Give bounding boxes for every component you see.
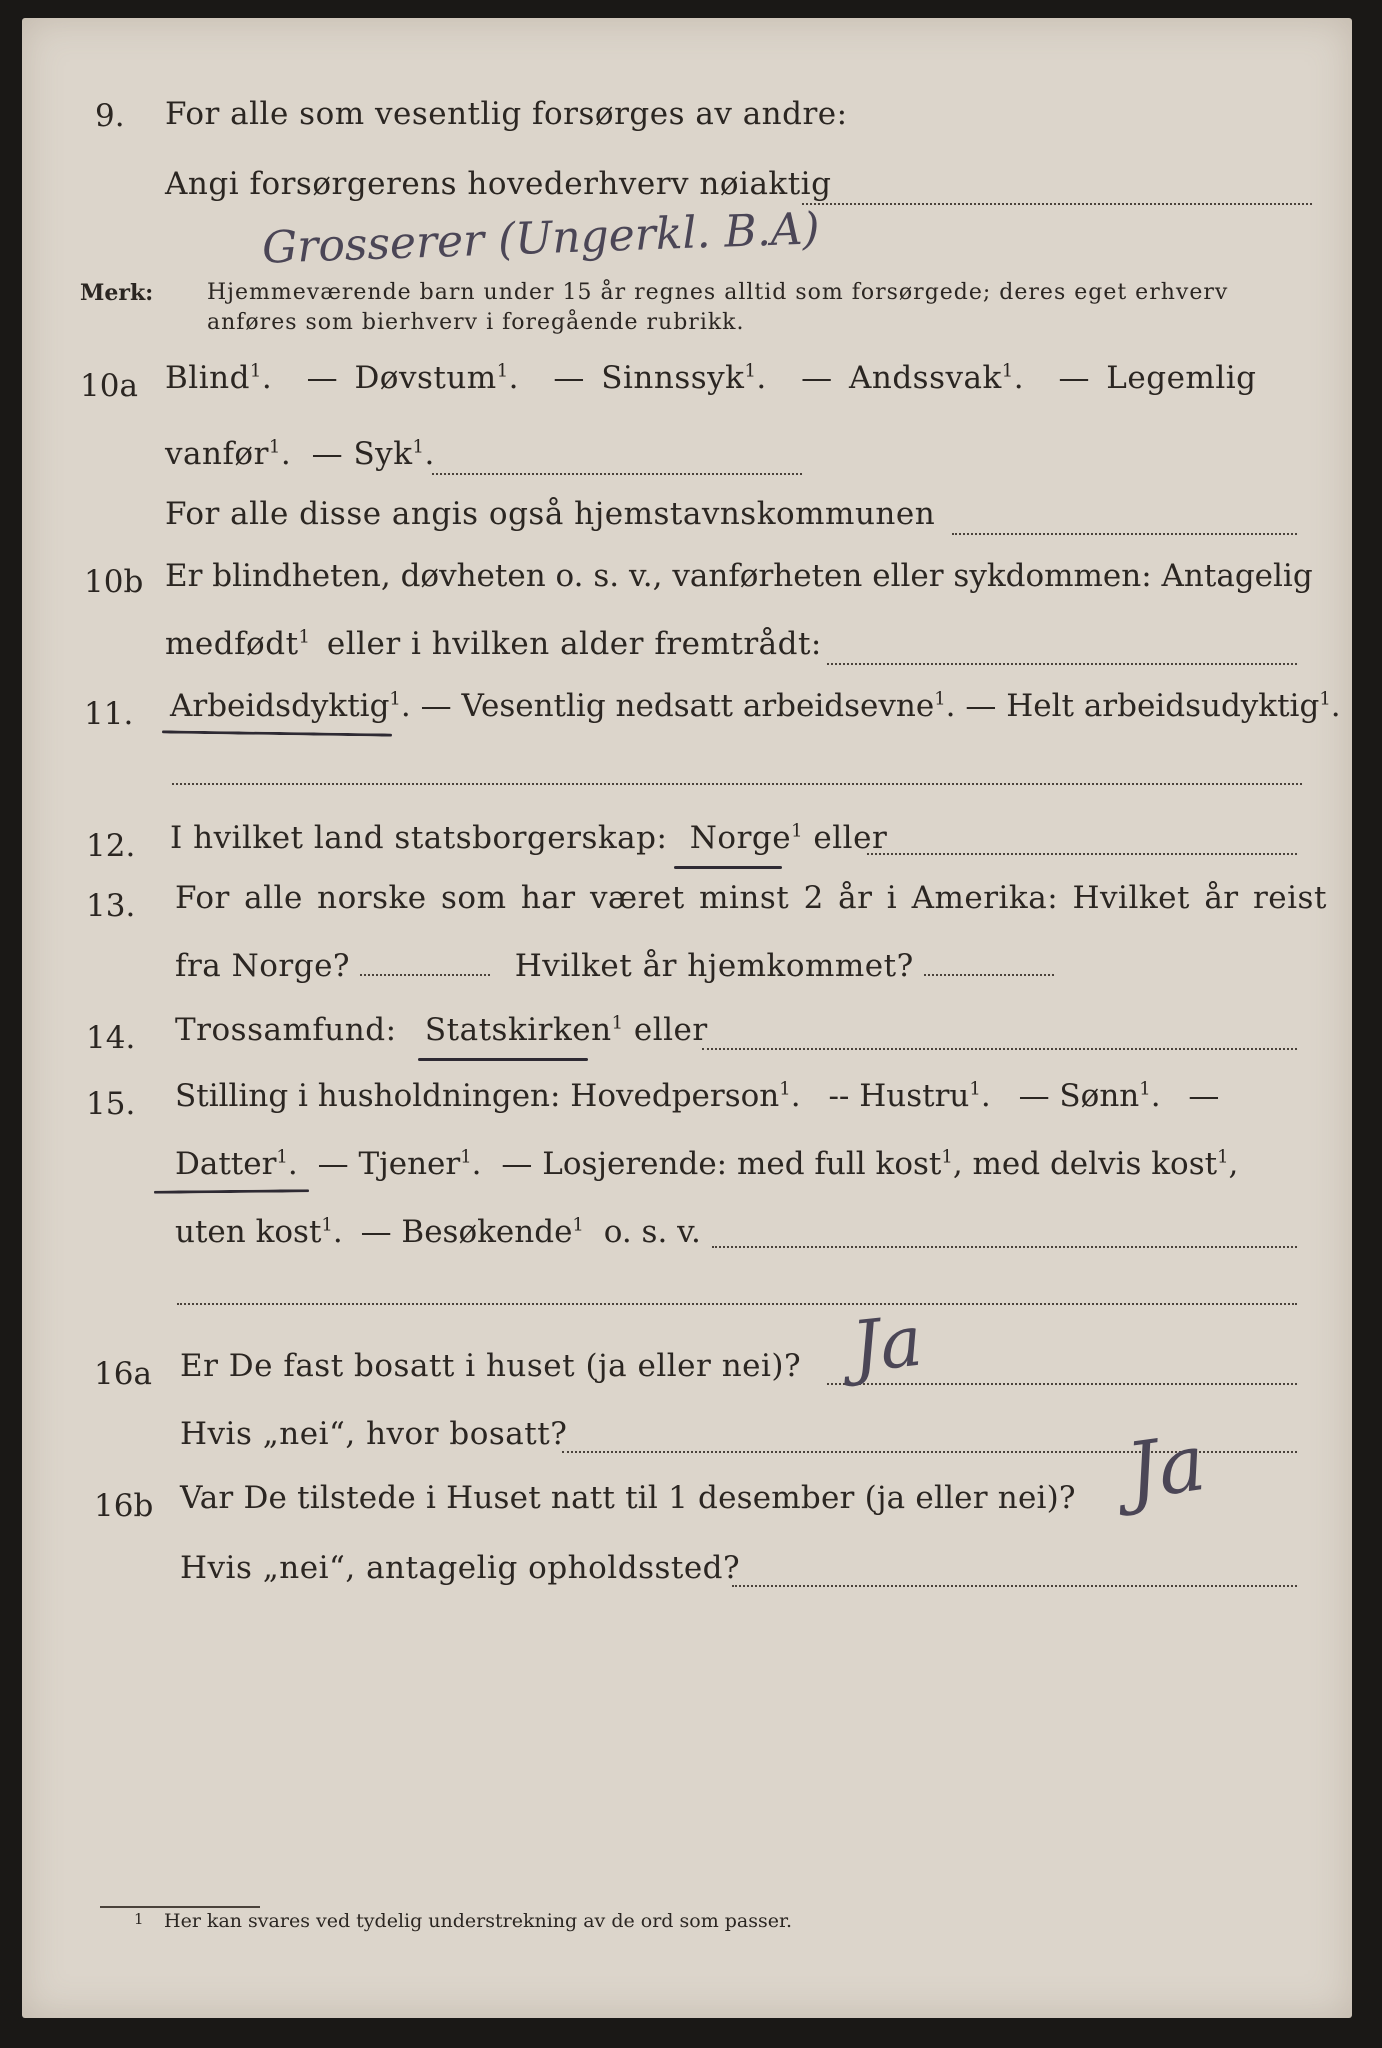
q13-hjemkommet-field[interactable]	[924, 974, 1054, 976]
q15-line2: Datter$^1$. — Tjener$^1$. — Losjerende: med full kost$^1$, med delvis kost$^1$,	[175, 1146, 1239, 1182]
opt-legemlig[interactable]: — Legemlig	[1058, 360, 1257, 396]
merk-label: Merk:	[80, 280, 154, 306]
q14-number: 14.	[86, 1020, 136, 1056]
sup: 1	[1319, 688, 1331, 710]
q15-answer-line[interactable]	[712, 1246, 1297, 1248]
q10a-line1: Blind$^1$. — Døvstum$^1$. — Sinnssyk$^1$. — Andssvak$^1$. — Legemlig	[165, 360, 1257, 396]
sup: 1	[572, 1214, 584, 1236]
opt-delvis-kost[interactable]: , med delvis kost	[952, 1146, 1218, 1182]
opt-besokende[interactable]: — Besøkende	[360, 1214, 573, 1250]
sup: 1	[611, 1012, 624, 1034]
q14-label: Trossamfund:	[175, 1012, 397, 1048]
sup: 1	[249, 360, 262, 382]
q13-line1: For alle norske som har været minst 2 år i Amerika: Hvilket år reist	[175, 880, 1327, 916]
q16b-line1: Var De tilstede i Huset natt til 1 desember (ja eller nei)?	[180, 1480, 1076, 1516]
q15-dash: —	[1188, 1078, 1220, 1114]
sup: 1	[1139, 1078, 1151, 1100]
q10a-syk-line[interactable]	[432, 473, 802, 475]
sup: 1	[460, 1146, 472, 1168]
sup: 1	[779, 1078, 791, 1100]
q15-extra-line[interactable]	[177, 1303, 1297, 1305]
merk-line2: anføres som bierhverv i foregående rubrikk.	[207, 310, 745, 335]
footnote-rule	[100, 1906, 260, 1908]
sup: 1	[496, 360, 509, 382]
q13-line2	[175, 948, 1054, 984]
q10b-line1: Er blindheten, døvheten o. s. v., vanførheten eller sykdommen: Antagelig	[165, 558, 1313, 594]
q12-label: I hvilket land statsborgerskap:	[170, 820, 668, 856]
sup: 1	[298, 626, 311, 648]
q16a-line1: Er De fast bosatt i huset (ja eller nei)?	[180, 1348, 802, 1384]
opt-syk[interactable]: — Syk	[311, 436, 413, 472]
q10a-line3: For alle disse angis også hjemstavnskommunen	[165, 496, 936, 532]
sup: 1	[969, 1078, 981, 1100]
opt-statskirken[interactable]: Statskirken	[424, 1012, 612, 1048]
q9-line2: Angi forsørgerens hovederhverv nøiaktig	[165, 166, 832, 202]
q14-answer-line[interactable]	[702, 1048, 1297, 1050]
census-form-page	[22, 18, 1352, 2018]
q16b-line2: Hvis „nei“, antagelig opholdssted?	[180, 1550, 741, 1586]
q13-reist-field[interactable]	[360, 974, 490, 976]
q16b-opholdssted-line[interactable]	[732, 1585, 1297, 1587]
sup: 1	[389, 688, 401, 710]
q16b-number: 16b	[94, 1488, 154, 1524]
opt-dovstum[interactable]: — Døvstum	[306, 360, 497, 396]
sup: 1	[276, 1146, 288, 1168]
opt-full-kost[interactable]: — Losjerende: med full kost	[501, 1146, 942, 1182]
opt-datter[interactable]: Datter	[175, 1146, 277, 1182]
q9-number: 9.	[95, 98, 125, 134]
q15-osv: o. s. v.	[603, 1214, 701, 1250]
q13-number: 13.	[86, 888, 136, 924]
q10a-hjemstavn-line[interactable]	[952, 533, 1297, 535]
q11-line: Arbeidsdyktig$^1$. — Vesentlig nedsatt arbeidsevne$^1$. — Helt arbeidsudyktig$^1$.	[170, 688, 1341, 724]
q16b-handwritten-answer: Ja	[1121, 1418, 1211, 1518]
opt-arbeidsdyktig[interactable]: Arbeidsdyktig	[170, 688, 390, 724]
sup: 1	[941, 1146, 953, 1168]
q16a-handwritten-answer: Ja	[847, 1299, 926, 1389]
opt-sinnssyk[interactable]: — Sinnssyk	[553, 360, 745, 396]
q11-extra-line[interactable]	[172, 783, 1302, 785]
q13-hjemkommet-label: Hvilket år hjemkommet?	[514, 948, 914, 984]
opt-udyktig[interactable]: — Helt arbeidsudyktig	[965, 688, 1320, 724]
sup: 1	[268, 436, 281, 458]
q10a-line2: vanfør$^1$. — Syk$^1$.	[165, 436, 435, 472]
opt-hustru[interactable]: -- Hustru	[828, 1078, 970, 1114]
opt-sonn[interactable]: — Sønn	[1018, 1078, 1140, 1114]
sup: 1	[791, 820, 804, 842]
underline-norge	[674, 866, 782, 869]
q12-answer-line[interactable]	[867, 853, 1297, 855]
sup: 1	[1217, 1146, 1229, 1168]
merk-line1: Hjemmeværende barn under 15 år regnes alltid som forsørgede; deres eget erhverv	[207, 280, 1229, 305]
opt-hovedperson[interactable]: Stilling i husholdningen: Hovedperson	[175, 1078, 780, 1114]
opt-norge[interactable]: Norge	[689, 820, 792, 856]
q10b-answer-line[interactable]	[827, 663, 1297, 665]
q15-comma: ,	[1228, 1146, 1239, 1182]
q14-line	[175, 1012, 708, 1048]
q14-eller: eller	[633, 1012, 708, 1048]
q10b-alder-label: eller i hvilken alder fremtrådt:	[326, 626, 822, 662]
q10b-number: 10b	[84, 564, 144, 600]
q15-line3: uten kost$^1$. — Besøkende$^1$ o. s. v.	[175, 1214, 701, 1250]
q13-reist-label: fra Norge?	[175, 948, 351, 984]
footnote-mark: 1	[134, 1910, 144, 1928]
sup: 1	[744, 360, 757, 382]
q9-line1: For alle som vesentlig forsørges av andre:	[165, 96, 848, 132]
opt-vanfor[interactable]: vanfør	[165, 436, 269, 472]
q15-number: 15.	[86, 1086, 136, 1122]
sup: 1	[1001, 360, 1014, 382]
q10a-number: 10a	[80, 368, 138, 404]
q12-eller: eller	[813, 820, 888, 856]
q9-handwritten-answer: Grosserer (Ungerkl. B.A)	[261, 203, 821, 274]
q11-number: 11.	[84, 696, 134, 732]
q15-line1: Stilling i husholdningen: Hovedperson$^1$. -- Hustru$^1$. — Sønn$^1$. —	[175, 1078, 1220, 1114]
underline-statskirken	[418, 1058, 588, 1061]
q9-answer-line[interactable]	[802, 203, 1312, 205]
q12-number: 12.	[86, 828, 136, 864]
sup: 1	[934, 688, 946, 710]
sup: 1	[321, 1214, 333, 1236]
opt-nedsatt[interactable]: — Vesentlig nedsatt arbeidsevne	[420, 688, 935, 724]
sup: 1	[412, 436, 425, 458]
opt-blind[interactable]: Blind	[165, 360, 250, 396]
opt-andssvak[interactable]: — Andssvak	[801, 360, 1002, 396]
opt-medfodt[interactable]: medfødt	[165, 626, 299, 662]
q16a-number: 16a	[94, 1356, 152, 1392]
q16a-line2: Hvis „nei“, hvor bosatt?	[180, 1416, 568, 1452]
q10b-line2	[165, 626, 822, 662]
underline-arbeidsdyktig	[162, 730, 392, 736]
opt-uten-kost[interactable]: uten kost	[175, 1214, 322, 1250]
opt-tjener[interactable]: — Tjener	[317, 1146, 461, 1182]
underline-datter	[154, 1189, 309, 1194]
footnote-text: Her kan svares ved tydelig understrekning av de ord som passer.	[164, 1910, 793, 1932]
q12-line	[170, 820, 887, 856]
